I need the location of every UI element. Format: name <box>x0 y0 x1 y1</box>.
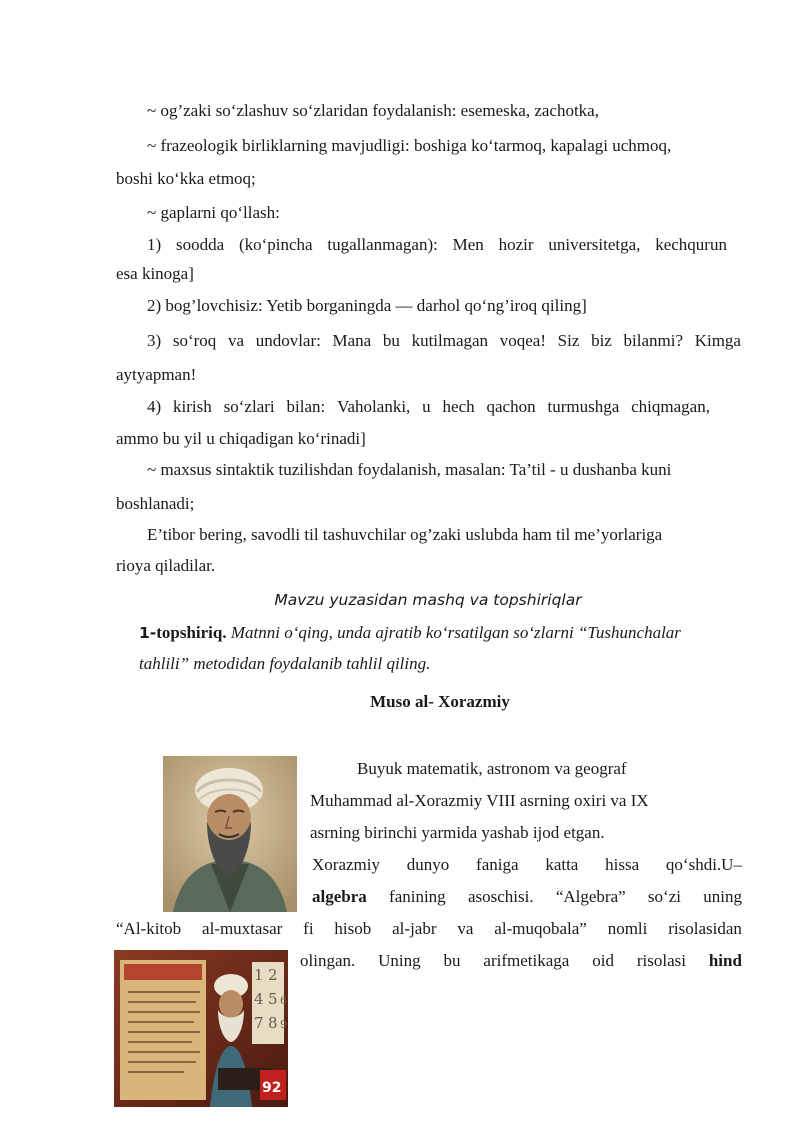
word: fanining <box>389 887 446 906</box>
section-heading: Mavzu yuzasidan mashq va topshiriqlar <box>274 591 582 609</box>
task-number: 1- <box>139 624 157 642</box>
word: hozir <box>498 235 534 254</box>
word: hind <box>708 951 742 970</box>
word: Uning <box>378 951 421 970</box>
word: (ko‘pincha <box>238 235 313 254</box>
word: hech <box>442 397 475 416</box>
manuscript-digit: 5 <box>268 990 278 1008</box>
word: so‘zlari <box>223 397 275 416</box>
word: uning <box>703 887 742 906</box>
text-line-9b: rioya qiladilar. <box>116 556 216 575</box>
word: faniga <box>476 855 519 874</box>
word: bilanmi? <box>623 331 684 350</box>
manuscript-badge: 92 <box>262 1080 282 1096</box>
text-line-9a: E’tibor bering, savodli til tashuvchilar og’zaki uslubda ham til me’yorlariga <box>147 525 663 544</box>
word: Men <box>452 235 484 254</box>
word: oid <box>592 951 614 970</box>
word: fi <box>303 919 314 938</box>
article-line-4 <box>312 855 742 875</box>
word: bu <box>443 951 461 970</box>
word: al-jabr <box>392 919 437 938</box>
manuscript-digit: 9 <box>280 1018 287 1031</box>
word: dunyo <box>406 855 450 874</box>
text-line-6b: aytyapman! <box>116 365 197 384</box>
word: 3) <box>147 331 162 350</box>
word: va <box>457 919 474 938</box>
text-line-7a <box>147 397 710 417</box>
word: katta <box>545 855 579 874</box>
word: olingan. <box>300 951 356 970</box>
word: undovlar: <box>255 331 321 350</box>
word: algebra <box>312 887 367 906</box>
manuscript-image <box>114 950 288 1107</box>
word: so‘zi <box>647 887 681 906</box>
word: qo‘shdi.U– <box>665 855 742 874</box>
word: u <box>422 397 431 416</box>
word: risolasi <box>636 951 686 970</box>
word: hissa <box>605 855 640 874</box>
article-line-6 <box>116 919 742 939</box>
article-line-5 <box>312 887 742 907</box>
text-line-3: ~ gaplarni qo‘llash: <box>147 203 280 222</box>
manuscript-digit: 2 <box>268 966 278 984</box>
text-line-2a: ~ frazeologik birliklarning mavjudligi: boshiga ko‘tarmoq, kapalagi uchmoq, <box>147 136 672 155</box>
text-line-5: 2) bog’lovchisiz: Yetib borganingda — darhol qo‘ng’iroq qiling] <box>147 296 587 315</box>
task-label: topshiriq. <box>156 623 227 642</box>
article-line-3: asrning birinchi yarmida yashab ijod etgan. <box>310 823 605 842</box>
word: Kimga <box>694 331 741 350</box>
manuscript-digit: 1 <box>254 966 264 984</box>
word: voqea! <box>499 331 546 350</box>
article-title: Muso al- Xorazmiy <box>370 692 510 711</box>
word: qachon <box>486 397 536 416</box>
text-line-2b: boshi ko‘kka etmoq; <box>116 169 256 188</box>
text-line-4b: esa kinoga] <box>116 264 194 283</box>
word: Mana <box>332 331 372 350</box>
article-line-7 <box>300 951 742 971</box>
word: Siz <box>557 331 580 350</box>
text-line-8b: boshlanadi; <box>116 494 195 513</box>
word: universitetga, <box>548 235 641 254</box>
word: risolasidan <box>668 919 742 938</box>
word: 1) <box>147 235 162 254</box>
task-line-1 <box>139 623 681 643</box>
word: arifmetikaga <box>483 951 570 970</box>
word: turmushga <box>547 397 620 416</box>
task-line-2: tahlili” metodidan foydalanib tahlil qiling. <box>139 654 431 673</box>
word: nomli <box>607 919 648 938</box>
word: “Al-kitob <box>116 919 182 938</box>
word: “Algebra” <box>555 887 626 906</box>
word: 4) <box>147 397 162 416</box>
word: al-muxtasar <box>202 919 283 938</box>
word: bilan: <box>286 397 326 416</box>
word: kirish <box>173 397 212 416</box>
word: Xorazmiy <box>312 855 380 874</box>
word: chiqmagan, <box>631 397 710 416</box>
word: biz <box>591 331 612 350</box>
article-line-2: Muhammad al-Xorazmiy VIII asrning oxiri va IX <box>310 791 649 810</box>
word: kutilmagan <box>411 331 489 350</box>
manuscript-digit: 4 <box>254 990 264 1008</box>
text-line-7b: ammo bu yil u chiqadigan ko‘rinadi] <box>116 429 366 448</box>
word: Vaholanki, <box>337 397 411 416</box>
text-line-1: ~ og’zaki so‘zlashuv so‘zlaridan foydalanish: esemeska, zachotka, <box>147 101 599 120</box>
word: asoschisi. <box>467 887 534 906</box>
task-text-a: Matnni o‘qing, unda ajratib ko‘rsatilgan so‘zlarni “Tushunchalar <box>226 623 681 642</box>
word: kechqurun <box>655 235 727 254</box>
word: tugallanmagan): <box>327 235 438 254</box>
text-line-8a: ~ maxsus sintaktik tuzilishdan foydalanish, masalan: Ta’til - u dushanba kuni <box>147 460 672 479</box>
portrait-image <box>163 756 297 912</box>
word: so‘roq <box>172 331 217 350</box>
manuscript-digit: 6 <box>280 994 287 1007</box>
manuscript-digit: 8 <box>268 1014 278 1032</box>
word: bu <box>382 331 400 350</box>
manuscript-digit: 7 <box>254 1014 264 1032</box>
text-line-4a <box>147 235 727 255</box>
manuscript-icon <box>114 950 288 1107</box>
word: va <box>227 331 245 350</box>
article-line-1: Buyuk matematik, astronom va geograf <box>357 759 627 778</box>
word: soodda <box>175 235 225 254</box>
portrait-icon <box>163 756 297 912</box>
word: al-muqobala” <box>494 919 587 938</box>
word: hisob <box>334 919 372 938</box>
text-line-6a <box>147 331 741 351</box>
